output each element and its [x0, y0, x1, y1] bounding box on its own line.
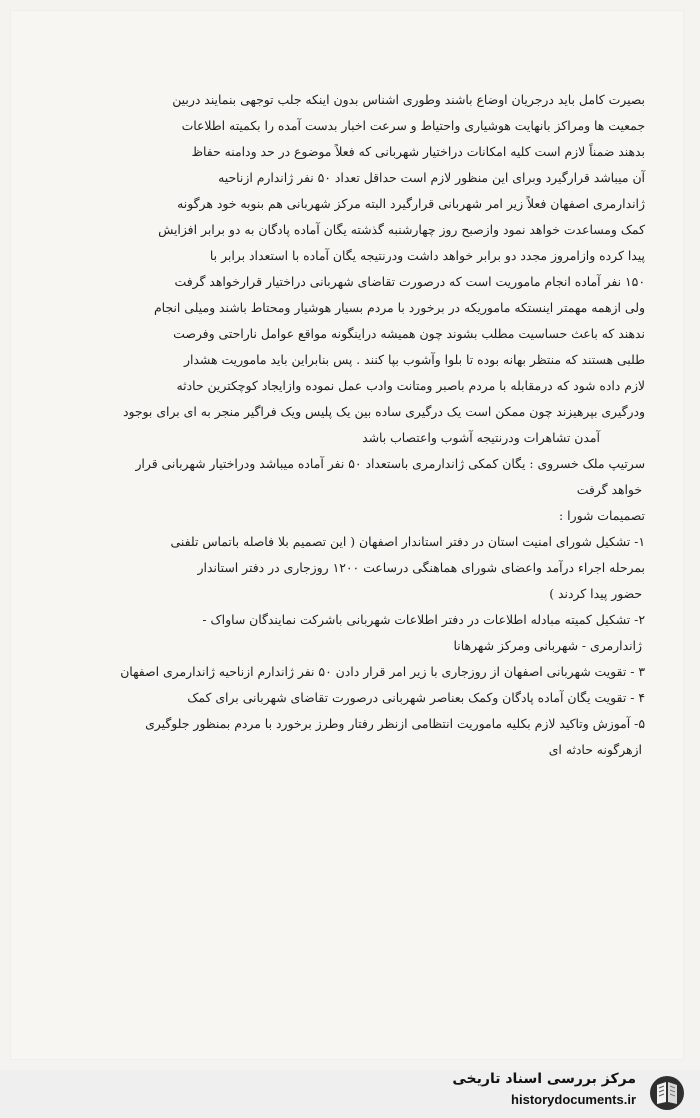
document-line: لازم داده شود که درمقابله با مردم باصبر ومتانت وادب عمل نموده وازایجاد کوچکترین حادثه [176, 378, 645, 393]
document-line: ۱۵۰ نفر آماده انجام ماموریت است که درصورت تقاضای شهربانی دراختیار قرارخواهد گرفت [174, 274, 645, 289]
archive-brand [408, 1070, 688, 1116]
document-line: ۱- تشکیل شورای امنیت استان در دفتر استاندار اصفهان ( این تصمیم بلا فاصله باتماس تلفنی [170, 534, 645, 549]
document-line: طلبی هستند که منتظر بهانه بوده تا بلوا وآشوب بپا کنند . پس بنابراین باید ماموریت هشدار [184, 352, 645, 367]
document-line: سرتیپ ملک خسروی : یگان کمکی ژاندارمری باستعداد ۵۰ نفر آماده میباشد ودراختیار شهربانی قرار [135, 456, 645, 471]
archive-title: مرکز بررسی اسناد تاریخی [452, 1071, 636, 1087]
archive-book-icon [646, 1073, 688, 1113]
document-line: ۴ - تقویت یگان آماده پادگان وکمک بعناصر شهربانی درصورت تقاضای شهربانی برای کمک [187, 690, 645, 705]
document-line: ۳ - تقویت شهربانی اصفهان از روزجاری با زیر امر قرار دادن ۵۰ نفر ژاندارم ازناحیه ژاندارمری اصفهان [120, 664, 645, 679]
document-line: پیدا کرده وازامروز مجدد دو برابر خواهد داشت ودرنتیجه یگان آماده با استعداد برابر با [209, 248, 645, 263]
document-line: جمعیت ها ومراکز بانهایت هوشیاری واحتیاط و سرعت اخبار بدست آمده را بکمیته اطلاعات [181, 118, 645, 133]
document-line: بدهند ضمناً لازم است کلیه امکانات دراختیار شهربانی که فعلاً موضوع در حد ودامنه حفاظ [191, 144, 645, 159]
document-line: آمدن تشاهرات ودرنتیجه آشوب واعتصاب باشد [362, 430, 600, 445]
document-line: ۲- تشکیل کمیته مبادله اطلاعات در دفتر اطلاعات شهربانی باشرکت نمایندگان ساواک - [202, 612, 645, 627]
document-line: حضور پیدا کردند ) [549, 586, 642, 601]
document-line: آن میباشد قرارگیرد وبرای این منظور لازم است حداقل تعداد ۵۰ نفر ژاندارم ازناحیه [218, 170, 645, 185]
document-line: خواهد گرفت [576, 482, 642, 497]
document-line: بمرحله اجراء درآمد واعضای شورای هماهنگی درساعت ۱۲۰۰ روزجاری در دفتر استاندار [197, 560, 645, 575]
document-body [85, 92, 645, 765]
document-line: ازهرگونه حادثه ای [548, 742, 642, 757]
document-line: ژاندارمری - شهربانی ومرکز شهرهانا [453, 638, 642, 653]
document-line: کمک ومساعدت خواهد نمود وازصبح روز چهارشنبه گذشته یگان آماده پادگان به دو برابر افزایش [158, 222, 645, 237]
document-line: ژاندارمری اصفهان فعلاً زیر امر شهربانی قرارگیرد البته مرکز شهربانی هم بنوبه خود هرگونه [177, 196, 645, 211]
document-line: ۵- آموزش وتاکید لازم بکلیه ماموریت انتظامی ازنظر رفتار وطرز برخورد با مردم بمنظور جلوگیری [145, 716, 645, 731]
paper-sheet [10, 10, 684, 1060]
document-line: تصمیمات شورا : [559, 508, 645, 523]
document-line: ولی ازهمه مهمتر اینستکه ماموریکه در برخورد با مردم بسیار هوشیار ومحتاط باشند ومیلی انجام [154, 300, 645, 315]
document-line: ندهند که باعث حساسیت مطلب بشوند چون همیشه دراینگونه مواقع عوامل ناراحتی وفرصت [173, 326, 645, 341]
document-line: بصیرت کامل باید درجریان اوضاع باشند وطوری اشناس بدون اینکه جلب توجهی بنمایند دربین [172, 92, 645, 107]
footer-bar [0, 1070, 700, 1118]
archive-url: historydocuments.ir [511, 1092, 636, 1107]
document-line: ودرگیری بپرهیزند چون ممکن است یک درگیری ساده بین یک پلیس ویک فراگیر منجر به ای برای بوجود [122, 404, 645, 419]
